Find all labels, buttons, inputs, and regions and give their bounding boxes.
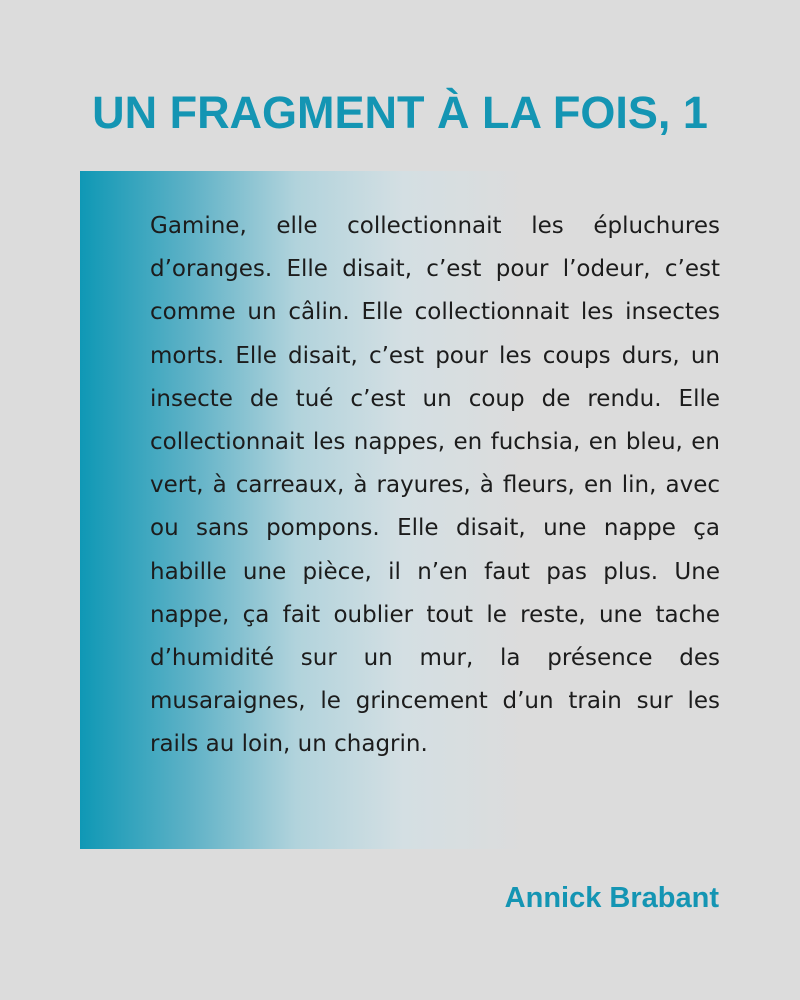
fragment-text: Gamine, elle collectionnait les épluchures d’oranges. Elle disait, c’est pour l’odeur, c’est comme un câlin. Elle collectionnait les insectes morts. Elle disait, c’est pour les coups durs, un insecte de tué c’est un coup de rendu. Elle collectionnait les nappes, en fuchsia, en bleu, en vert, à carreaux, à rayures, à fleurs, en lin, avec ou sans pompons. Elle disait, une nappe ça habille une pièce, il n’en faut pas plus. Une nappe, ça fait oublier tout le reste, une tache d’humidité sur un mur, la présence des musaraignes, le grincement d’un train sur les rails au loin, un chagrin. (150, 213, 720, 758)
author-name: Annick Brabant (504, 882, 719, 914)
page-title: UN FRAGMENT À LA FOIS, 1 (92, 87, 708, 138)
